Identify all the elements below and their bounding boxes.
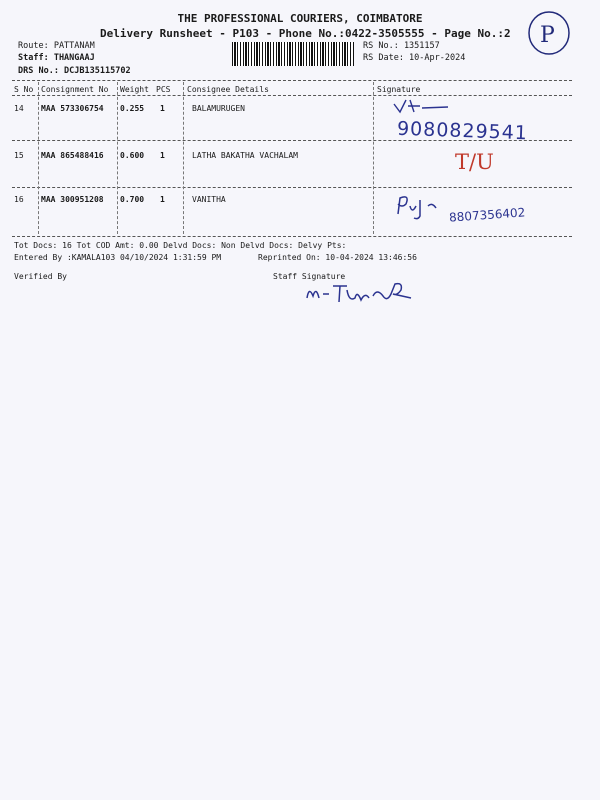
handwritten-tu-15: T/U	[455, 150, 494, 174]
row-consignment: MAA 300951208	[41, 195, 104, 204]
header-weight: Weight	[120, 85, 149, 94]
rs-date: RS Date: 10-Apr-2024	[363, 53, 466, 63]
route-label: Route: PATTANAM	[18, 41, 95, 51]
row-pcs: 1	[160, 104, 165, 113]
row-consignee: VANITHA	[192, 195, 226, 204]
staff-signature-label: Staff Signature	[273, 272, 346, 281]
handwritten-phone-14: 9080829541	[396, 117, 529, 145]
reprinted-on: Reprinted On: 10-04-2024 13:46:56	[258, 253, 417, 262]
totals-line: Tot Docs: 16 Tot COD Amt: 0.00 Delvd Docs: Non Delvd Docs: Delvy Pts:	[14, 241, 347, 250]
staff-signature-scribble	[303, 280, 428, 308]
runsheet-title: Delivery Runsheet - P103 - Phone No.:0422-3505555 - Page No.:2	[100, 27, 511, 40]
verified-by-label: Verified By	[14, 272, 67, 281]
table-header-rule	[12, 95, 572, 96]
table-top-rule	[12, 80, 572, 81]
row-weight: 0.700	[120, 195, 145, 204]
signature-scribble-16	[392, 192, 442, 220]
header-consignment: Consignment No	[41, 85, 109, 94]
row-sno: 16	[14, 195, 24, 204]
column-rule	[117, 82, 118, 234]
handwritten-phone-16: 8807356402	[448, 205, 526, 225]
entered-by: Entered By :KAMALA103 04/10/2024 1:31:59 PM	[14, 253, 222, 262]
row-consignee: BALAMURUGEN	[192, 104, 245, 113]
row-pcs: 1	[160, 195, 165, 204]
header-consignee: Consignee Details	[187, 85, 269, 94]
staff-label: Staff: THANGAAJ	[18, 53, 95, 63]
column-rule	[373, 82, 374, 234]
row-consignment: MAA 573306754	[41, 104, 104, 113]
row-consignee: LATHA BAKATHA VACHALAM	[192, 151, 298, 160]
table-bottom-rule	[12, 236, 572, 237]
header-signature: Signature	[377, 85, 421, 94]
circled-p-mark	[525, 8, 575, 58]
signature-scribble-14	[392, 96, 452, 118]
drs-number: DRS No.: DCJB135115702	[18, 66, 131, 76]
rs-number: RS No.: 1351157	[363, 41, 440, 51]
column-rule	[38, 82, 39, 234]
header-pcs: PCS	[156, 85, 171, 94]
header-sno: S No	[14, 85, 34, 94]
row-rule	[12, 187, 572, 188]
barcode	[232, 42, 354, 66]
row-sno: 14	[14, 104, 24, 113]
row-consignment: MAA 865488416	[41, 151, 104, 160]
row-pcs: 1	[160, 151, 165, 160]
row-sno: 15	[14, 151, 24, 160]
circled-p-letter: P	[540, 23, 555, 48]
column-rule	[183, 82, 184, 234]
row-weight: 0.600	[120, 151, 145, 160]
row-weight: 0.255	[120, 104, 145, 113]
company-title: THE PROFESSIONAL COURIERS, COIMBATORE	[177, 12, 423, 25]
